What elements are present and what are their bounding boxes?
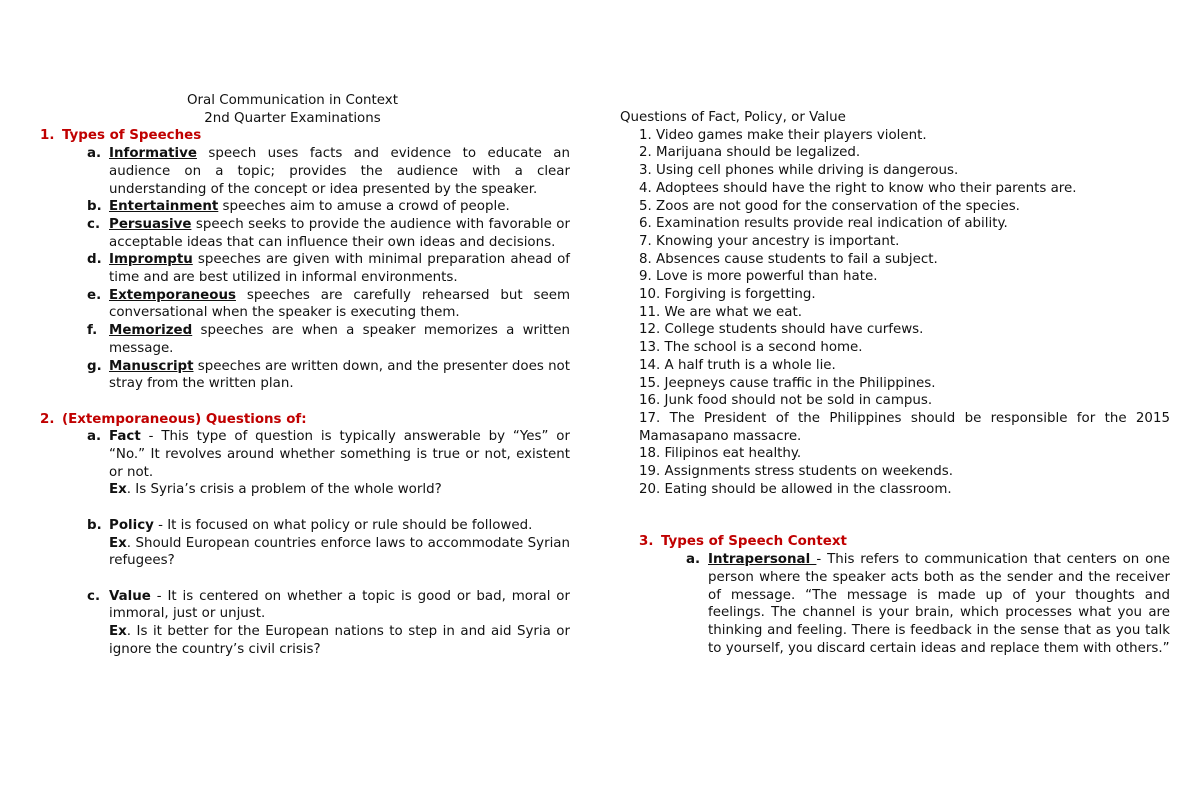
list-item: 7. Knowing your ancestry is important. — [639, 233, 900, 249]
list-item — [87, 358, 570, 393]
section-heading-types-of-speeches — [40, 127, 570, 145]
list-item: 11. We are what we eat. — [639, 304, 802, 320]
item-letter: b. — [87, 517, 102, 533]
list-item: 9. Love is more powerful than hate. — [639, 269, 878, 285]
item-term: Intrapersonal — [708, 552, 817, 568]
list-item: 8. Absences cause students to fail a subject. — [639, 251, 938, 267]
item-term: Value — [109, 588, 151, 604]
list-item: 14. A half truth is a whole lie. — [639, 357, 836, 373]
section-title: (Extemporaneous) Questions of: — [62, 411, 307, 427]
section-title: Types of Speech Context — [661, 534, 847, 550]
example-label: Ex — [109, 482, 127, 498]
section-heading-questions-of — [40, 411, 570, 429]
list-item: 18. Filipinos eat healthy. — [639, 446, 802, 462]
list-item: 16. Junk food should not be sold in campus. — [639, 393, 933, 409]
example-text: . Should European countries enforce laws to accommodate Syrian refugees? — [109, 535, 570, 569]
list-item: 17. The President of the Philippines should be responsible for the 2015 Mamasapano massacre. — [639, 410, 1170, 444]
item-letter: g. — [87, 358, 102, 374]
section-heading-types-of-speech-context — [639, 533, 1170, 551]
item-letter: e. — [87, 287, 102, 303]
list-item — [87, 216, 570, 251]
list-item: 1. Video games make their players violent. — [639, 127, 927, 143]
item-term: Entertainment — [109, 199, 219, 215]
item-text: speeches aim to amuse a crowd of people. — [218, 199, 510, 215]
example-text: . Is it better for the European nations to step in and aid Syria or ignore the country’s civil crisis? — [109, 624, 570, 657]
questions-heading: Questions of Fact, Policy, or Value — [620, 110, 846, 125]
list-item — [87, 145, 570, 198]
list-item: 5. Zoos are not good for the conservation of the species. — [639, 198, 1020, 214]
section-number: 3. — [639, 534, 654, 550]
item-term: Policy — [109, 517, 154, 533]
list-item: 10. Forgiving is forgetting. — [639, 287, 816, 303]
item-term: Manuscript — [109, 358, 194, 374]
item-term: Persuasive — [109, 216, 192, 232]
item-letter: a. — [686, 552, 701, 568]
section-speech-context — [620, 533, 1170, 657]
list-item — [686, 551, 1170, 657]
list-item — [87, 428, 570, 499]
item-term: Memorized — [109, 323, 193, 339]
item-letter: d. — [87, 252, 102, 268]
list-item — [87, 251, 570, 286]
list-item — [87, 198, 570, 216]
list-item: 19. Assignments stress students on weekends. — [639, 464, 954, 480]
item-body — [109, 358, 570, 393]
item-text: speech seeks to provide the audience with favorable or acceptable ideas that can influence their own ideas and decisions. — [109, 216, 570, 250]
item-letter: a. — [87, 429, 102, 445]
example-text: . Is Syria’s crisis a problem of the whole world? — [126, 482, 442, 498]
list-item: 6. Examination results provide real indication of ability. — [639, 216, 1008, 232]
item-body — [109, 145, 570, 198]
item-body — [109, 428, 570, 499]
item-text: speeches are given with minimal preparation ahead of time and are best utilized in informal environments. — [109, 252, 570, 286]
item-text: speech uses facts and evidence to educate an audience on a topic; provides the audience with a clear understanding of the concept or idea presented by the speaker. — [109, 146, 570, 197]
item-term: Informative — [109, 146, 197, 162]
section-number: 2. — [40, 411, 55, 427]
item-term: Extemporaneous — [109, 287, 236, 303]
list-item — [87, 517, 570, 570]
questions-list — [639, 127, 1170, 499]
list-item: 15. Jeepneys cause traffic in the Philippines. — [639, 375, 936, 391]
item-letter: b. — [87, 199, 102, 215]
item-letter: a. — [87, 146, 102, 162]
item-text: - It is focused on what policy or rule should be followed. — [153, 517, 533, 533]
item-body — [708, 551, 1170, 657]
item-letter: c. — [87, 216, 101, 232]
list-item — [87, 287, 570, 322]
item-term: Fact — [109, 429, 141, 445]
list-item — [87, 322, 570, 357]
list-item: 12. College students should have curfews. — [639, 322, 924, 338]
item-body — [109, 198, 570, 216]
list-item: 13. The school is a second home. — [639, 340, 863, 356]
item-text: speeches are when a speaker memorizes a written message. — [109, 323, 570, 356]
example-label: Ex — [109, 624, 127, 640]
document-title: Oral Communication in Context — [187, 93, 398, 108]
left-column — [40, 92, 570, 658]
item-text: - It is centered on whether a topic is good or bad, moral or immoral, just or unjust. — [109, 588, 570, 622]
item-text: - This type of question is typically answerable by “Yes” or “No.” It revolves around whether something is true or not, existent or not. — [109, 429, 570, 480]
item-text: - This refers to communication that centers on one person where the speaker acts both as the sender and the receiver of message. “The message is made up of your thoughts and feelings. The channel is your brain, which processes what you are thinking and feeling. There is feedback in the sense that as you talk to yourself, you discard certain ideas and replace them with others.” — [708, 552, 1170, 656]
list-item: 4. Adoptees should have the right to know who their parents are. — [639, 180, 1077, 196]
item-text: speeches are carefully rehearsed but seem conversational when the speaker is executing them. — [109, 287, 570, 321]
item-body — [109, 287, 570, 322]
example-label: Ex — [109, 535, 127, 551]
document-subtitle: 2nd Quarter Examinations — [204, 110, 381, 126]
item-term: Impromptu — [109, 252, 193, 268]
item-text: speeches are written down, and the presenter does not stray from the written plan. — [109, 358, 570, 392]
right-column — [620, 109, 1170, 657]
list-item — [87, 588, 570, 659]
item-body — [109, 322, 570, 357]
item-letter: f. — [87, 323, 98, 339]
item-letter: c. — [87, 588, 101, 604]
list-item: 20. Eating should be allowed in the classroom. — [639, 481, 952, 497]
list-item: 2. Marijuana should be legalized. — [639, 145, 861, 161]
section-number: 1. — [40, 128, 55, 144]
list-item: 3. Using cell phones while driving is dangerous. — [639, 163, 959, 179]
item-body — [109, 251, 570, 286]
section-title: Types of Speeches — [62, 128, 202, 144]
item-body — [109, 517, 570, 570]
item-body — [109, 588, 570, 659]
item-body — [109, 216, 570, 251]
